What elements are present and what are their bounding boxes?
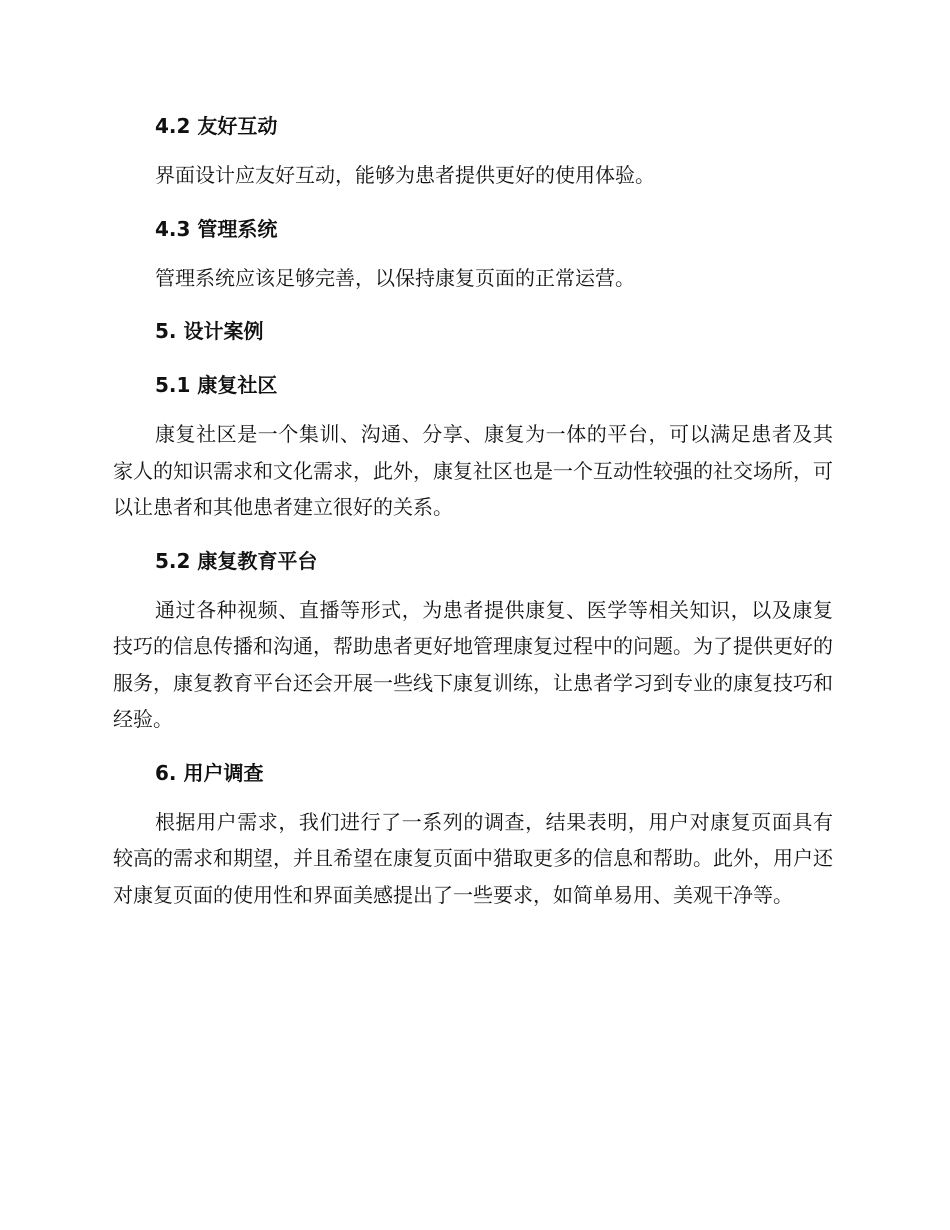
heading-5-1: 5.1 康复社区 bbox=[155, 373, 278, 397]
heading-4-2: 4.2 友好互动 bbox=[155, 114, 278, 138]
paragraph-4-3: 管理系统应该足够完善，以保持康复页面的正常运营。 bbox=[155, 265, 635, 290]
paragraph-6: 根据用户需求，我们进行了一系列的调查，结果表明，用户对康复页面具有较高的需求和期望，并且希望在康复页面中猎取更多的信息和帮助。此外，用户还对康复页面的使用性和界面美感提出了一些要求，如简单易用、美观干净等。 bbox=[113, 809, 833, 907]
document-body bbox=[113, 112, 833, 913]
heading-4-3: 4.3 管理系统 bbox=[155, 216, 278, 241]
paragraph-5-1: 康复社区是一个集训、沟通、分享、康复为一体的平台，可以满足患者及其家人的知识需求和文化需求，此外，康复社区也是一个互动性较强的社交场所，可以让患者和其他患者建立很好的关系。 bbox=[113, 422, 833, 519]
heading-5: 5. 设计案例 bbox=[155, 319, 264, 343]
paragraph-5-2: 通过各种视频、直播等形式，为患者提供康复、医学等相关知识，以及康复技巧的信息传播和沟通，帮助患者更好地管理康复过程中的问题。为了提供更好的服务，康复教育平台还会开展一些线下康复训练，让患者学习到专业的康复技巧和经验。 bbox=[113, 597, 833, 731]
heading-6: 6. 用户调查 bbox=[155, 760, 264, 785]
paragraph-4-2: 界面设计应友好互动，能够为患者提供更好的使用体验。 bbox=[155, 163, 655, 187]
heading-5-2: 5.2 康复教育平台 bbox=[155, 548, 318, 573]
